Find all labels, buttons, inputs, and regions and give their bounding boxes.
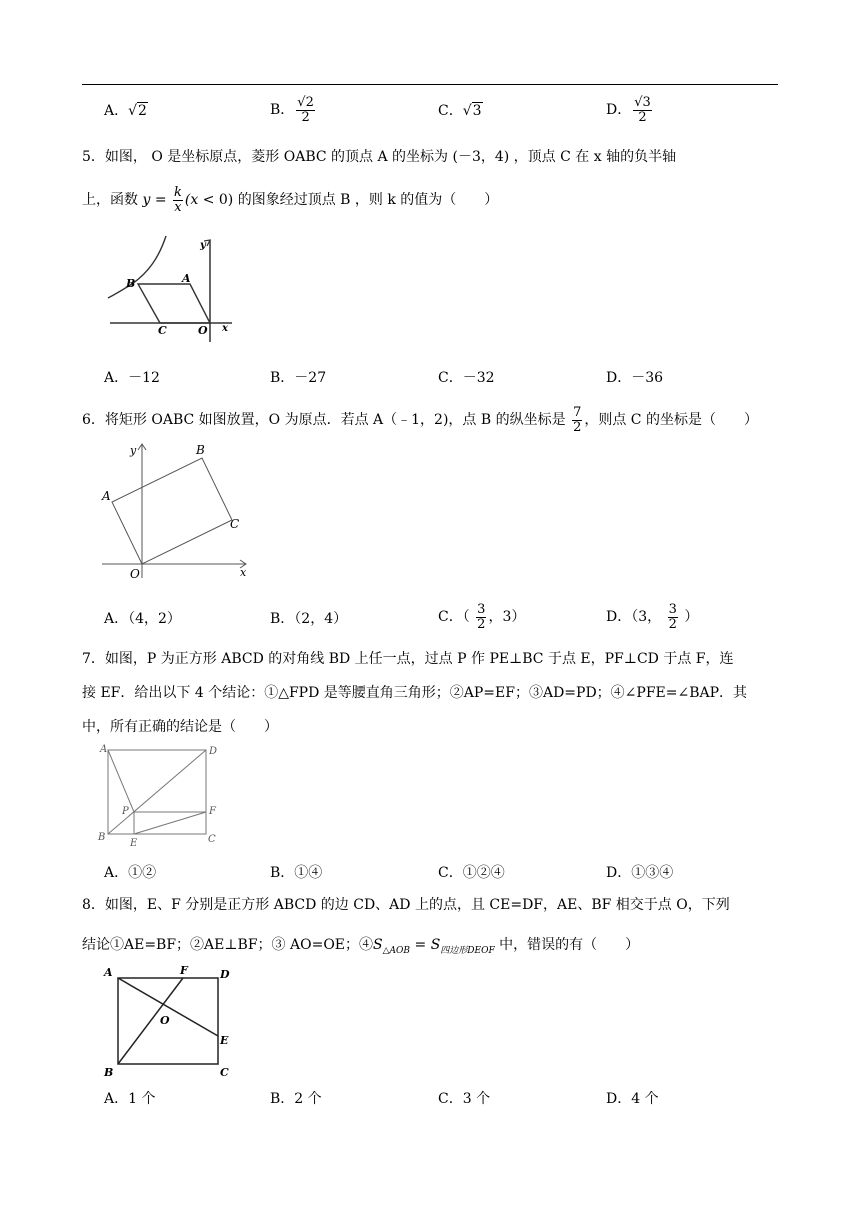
q8-label-o: O xyxy=(160,1014,170,1027)
q5-line2: 上，函数 y = $\frac{k}{x}$ (x < 0) 的图象经过顶点 B ，则 k 的值为（ ） xyxy=(82,185,499,215)
q5-label-c: C xyxy=(158,324,167,337)
q5-label-x: x xyxy=(222,323,228,334)
q4-option-d: D． $\frac{√3}{2}$ xyxy=(606,95,651,125)
q8-label-d: D xyxy=(220,968,230,981)
q5-option-d: D．－36 xyxy=(606,370,664,386)
q6-option-a: A．（4，2） xyxy=(104,611,181,627)
q7-label-p: P xyxy=(122,806,129,817)
q6-label-y: y xyxy=(130,444,137,457)
q8-option-b: B．2 个 xyxy=(270,1091,322,1107)
q6-label-a: A xyxy=(102,489,111,503)
q7-figure xyxy=(96,742,226,850)
q5-option-c: C．－32 xyxy=(438,370,495,386)
q6-option-b: B．（2，4） xyxy=(270,611,348,627)
q6-label-c: C xyxy=(230,517,240,531)
q5-option-b: B．－27 xyxy=(270,370,327,386)
q8-label-e: E xyxy=(220,1034,229,1047)
q4-option-c: C．√3 xyxy=(438,103,482,119)
q7-line2: 接 EF．给出以下 4 个结论：①△FPD 是等腰直角三角形；②AP=EF；③AD=PD；④∠PFE=∠BAP．其 xyxy=(82,685,748,701)
q8-line2: 结论①AE=BF；②AE⊥BF；③ AO=OE；$④S_{\triangle AOB} = S_{四边形DEOF}$ 中，错误的有（ ） xyxy=(82,937,640,956)
q4-option-b: B． $\frac{√2}{2}$ xyxy=(270,95,314,125)
q5-label-b: B xyxy=(126,277,136,290)
q7-option-d: D．①③④ xyxy=(606,865,674,881)
q8-label-f: F xyxy=(180,964,188,977)
q7-line1: 7．如图，P 为正方形 ABCD 的对角线 BD 上任一点，过点 P 作 PE⊥BC 于点 E，PF⊥CD 于点 F，连 xyxy=(82,651,734,667)
q5-line1: 5．如图， O 是坐标原点，菱形 OABC 的顶点 A 的坐标为 (－3，4) ，顶点 C 在 x 轴的负半轴 xyxy=(82,149,677,165)
q6-figure xyxy=(100,442,260,582)
q6-label-o: O xyxy=(130,567,140,581)
q8-label-c: C xyxy=(220,1066,229,1079)
q7-label-c: C xyxy=(208,834,216,845)
q7-label-d: D xyxy=(209,746,218,757)
q7-option-a: A．①② xyxy=(104,865,157,881)
q7-label-b: B xyxy=(98,832,106,843)
q6-text: 6．将矩形 OABC 如图放置，O 为原点．若点 A（﹣1，2)，点 B 的纵坐标是 $\frac{7}{2}$ ，则点 C 的坐标是（ ） xyxy=(82,405,758,435)
q7-label-f: F xyxy=(209,806,216,817)
q5-label-o: O xyxy=(198,324,208,337)
top-rule xyxy=(82,84,778,85)
q8-option-c: C．3 个 xyxy=(438,1091,491,1107)
q6-option-d: D．（3， $\frac{3}{2}$ ） xyxy=(606,602,699,632)
q7-line3: 中，所有正确的结论是（ ） xyxy=(82,719,278,735)
q5-figure xyxy=(104,232,244,347)
q8-label-b: B xyxy=(104,1066,114,1079)
q8-line1: 8．如图，E、F 分别是正方形 ABCD 的边 CD、AD 上的点，且 CE=DF，AE、BF 相交于点 O，下列 xyxy=(82,897,730,913)
q5-option-a: A．－12 xyxy=(104,370,160,386)
q6-label-b: B xyxy=(196,443,205,457)
q7-label-e: E xyxy=(130,838,138,849)
q8-option-d: D．4 个 xyxy=(606,1091,659,1107)
q4-option-a: A．√2 xyxy=(104,103,147,119)
q8-option-a: A．1 个 xyxy=(104,1091,156,1107)
q7-option-b: B．①④ xyxy=(270,865,323,881)
q6-option-c: C．（ $\frac{3}{2}$ ，3） xyxy=(438,602,526,632)
q5-label-y: y xyxy=(200,240,206,251)
q5-label-a: A xyxy=(182,272,191,285)
q8-label-a: A xyxy=(104,966,113,979)
q8-figure xyxy=(98,964,238,1082)
q7-option-c: C．①②④ xyxy=(438,865,505,881)
q6-label-x: x xyxy=(240,566,247,579)
q7-label-a: A xyxy=(100,744,108,755)
